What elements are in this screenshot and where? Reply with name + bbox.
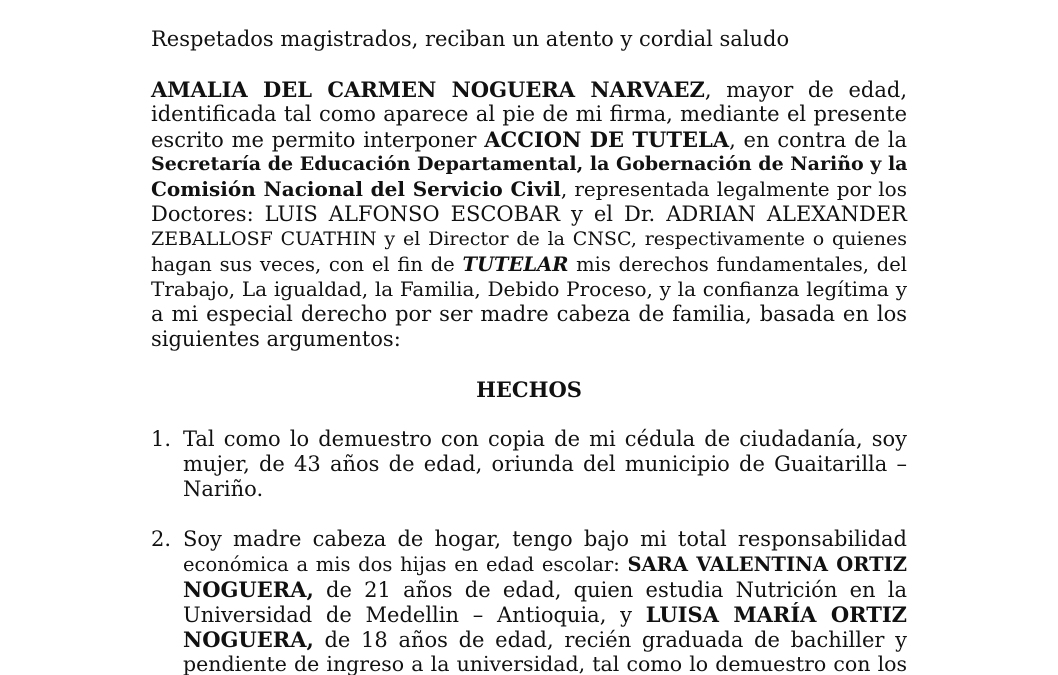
daughter-surname: NOGUERA, xyxy=(183,627,314,652)
intro-line-3 xyxy=(151,127,907,153)
list-text: de 18 años de edad, recién graduada de bachiller y xyxy=(313,628,907,652)
list-item-line: mujer, de 43 años de edad, oriunda del municipio de Guaitarilla – xyxy=(183,452,907,476)
intro-text: , mayor de edad, xyxy=(704,78,907,102)
daughter-name: SARA VALENTINA ORTIZ xyxy=(627,553,907,576)
intro-text: , representada legalmente por los xyxy=(560,177,907,201)
action-title: ACCION DE TUTELA xyxy=(484,127,730,152)
list-item-line xyxy=(183,577,907,603)
intro-line-5 xyxy=(151,177,907,202)
daughter-name: LUISA MARÍA ORTIZ xyxy=(645,602,907,627)
list-item-line xyxy=(183,602,907,628)
intro-line-9: Trabajo, La igualdad, la Familia, Debido Proceso, y la confianza legítima y xyxy=(151,277,907,301)
list-text: Universidad de Medellin – Antioquia, y xyxy=(183,603,646,627)
list-item-line: Tal como lo demuestro con copia de mi cédula de ciudadanía, soy xyxy=(183,427,907,451)
intro-line-10: a mi especial derecho por ser madre cabeza de familia, basada en los xyxy=(151,302,907,326)
list-number: 2. xyxy=(151,527,172,551)
intro-line-4: Secretaría de Educación Departamental, la Gobernación de Nariño y la xyxy=(151,153,908,175)
greeting-line: Respetados magistrados, reciban un atento y cordial saludo xyxy=(151,27,790,51)
tutelar-word: TUTELAR xyxy=(462,253,569,276)
intro-line-8 xyxy=(151,252,907,277)
intro-line-2: identificada tal como aparece al pie de mi firma, mediante el presente xyxy=(151,102,907,126)
section-heading: HECHOS xyxy=(476,377,582,402)
intro-text: hagan sus veces, con el fin de xyxy=(151,253,463,276)
list-item-line: Soy madre cabeza de hogar, tengo bajo mi total responsabilidad xyxy=(183,527,907,551)
intro-line-1 xyxy=(151,77,907,103)
intro-text: , en contra de la xyxy=(729,128,907,152)
list-item-line: pendiente de ingreso a la universidad, tal como lo demuestro con los xyxy=(183,652,907,675)
list-text: económica a mis dos hijas en edad escolar: xyxy=(183,553,628,576)
commission-name: Comisión Nacional del Servicio Civil xyxy=(151,177,561,201)
daughter-surname: NOGUERA, xyxy=(183,577,314,602)
list-item-line: Nariño. xyxy=(183,477,264,501)
petitioner-name: AMALIA DEL CARMEN NOGUERA NARVAEZ xyxy=(151,77,705,102)
list-text: de 21 años de edad, quien estudia Nutrición en la xyxy=(313,578,907,602)
intro-line-7: ZEBALLOSF CUATHIN y el Director de la CNSC, respectivamente o quienes xyxy=(151,228,907,250)
intro-text: escrito me permito interponer xyxy=(151,128,485,152)
list-item-line xyxy=(183,552,907,577)
intro-line-6: Doctores: LUIS ALFONSO ESCOBAR y el Dr. ADRIAN ALEXANDER xyxy=(151,202,907,226)
list-item-line xyxy=(183,627,907,653)
intro-line-11: siguientes argumentos: xyxy=(151,327,401,351)
intro-text: mis derechos fundamentales, del xyxy=(568,253,907,276)
list-number: 1. xyxy=(151,427,172,451)
